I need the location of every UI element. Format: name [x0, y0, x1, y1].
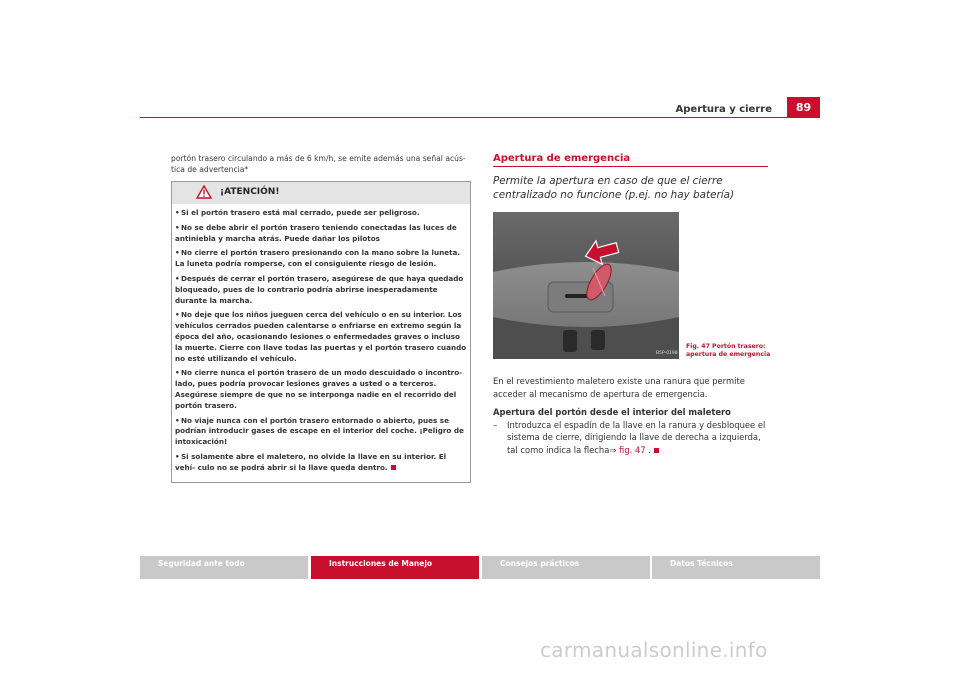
footer-tab-instrucciones[interactable]: Instrucciones de Manejo — [311, 556, 479, 579]
lead-paragraph: portón trasero circulando a más de 6 km/h, se emite además una señal acús- tica de advertencia* — [171, 154, 466, 174]
step-dash: – — [493, 419, 498, 430]
watermark: carmanualsonline.info — [540, 638, 768, 662]
warning-item: •No viaje nunca con el portón trasero entornado o abierto, pues se podrían introducir gases de escape en el interior del coche. ¡Peligro de intoxicación! — [175, 415, 464, 447]
footer-tab-datos[interactable]: Datos Técnicos — [652, 556, 820, 579]
procedure-heading: Apertura del portón desde el interior del maletero — [493, 407, 731, 417]
warning-header — [172, 182, 470, 204]
tailgate-illustration — [493, 212, 679, 359]
figure-code: B5P-0198 — [656, 351, 678, 356]
end-of-section-marker — [654, 448, 659, 453]
section-rule — [493, 166, 768, 167]
warning-item: •No se debe abrir el portón trasero teniendo conectadas las luces de antiniebla y marcha atrás. Puede dañar los pilotos — [175, 222, 457, 243]
page-number: 89 — [787, 97, 820, 118]
figure-caption: Fig. 47 Portón trasero: apertura de emergencia — [686, 343, 771, 358]
warning-item: •No cierre nunca el portón trasero de un modo descuidado o incontro- lado, pues podría provocar lesiones graves a usted o a terceros. Asegúrese siempre de que no se interponga nadie en el recorrido del portón trasero. — [175, 368, 463, 410]
left-column — [171, 153, 471, 483]
header-rule — [140, 117, 820, 118]
warning-item: •No cierre el portón trasero presionando con la mano sobre la luneta. La luneta podría romperse, con el consiguiente riesgo de lesión. — [175, 248, 461, 269]
warning-item: •Si solamente abre el maletero, no olvide la llave en su interior. El vehí- culo no se podrá abrir si la llave queda dentro. — [175, 451, 447, 472]
procedure-step — [493, 419, 773, 457]
end-of-section-marker — [391, 465, 396, 470]
intro-paragraph: En el revestimiento maletero existe una ranura que permite acceder al mecanismo de apertura de emergencia. — [493, 376, 745, 399]
section-title: Apertura de emergencia — [493, 153, 631, 164]
warning-item: •Si el portón trasero está mal cerrado, puede ser peligroso. — [175, 208, 420, 217]
warning-triangle-icon — [196, 185, 212, 199]
right-column-heading — [493, 153, 768, 202]
footer-tab-consejos[interactable]: Consejos prácticos — [482, 556, 650, 579]
warning-box — [171, 181, 471, 483]
section-subtitle: Permite la apertura en caso de que el cierre centralizado no funcione (p.ej. no hay batería) — [493, 175, 735, 201]
step-end: . — [645, 444, 651, 455]
right-body — [493, 375, 773, 456]
warning-item: •Después de cerrar el portón trasero, asegúrese de que haya quedado bloqueado, pues de lo contrario podría abrirse inesperadamente durante la marcha. — [175, 273, 464, 305]
page-header-title: Apertura y cierre — [675, 104, 772, 115]
warning-list — [172, 204, 470, 482]
warning-item: •No deje que los niños jueguen cerca del vehículo o en su interior. Los vehículos cerrados pueden calentarse o enfriarse en extremo según la época del año, ocasionando lesiones o enfermedades graves o incluso la muerte. Cierre con llave todas las puertas y el portón trasero cuando no esté utilizando el vehículo. — [175, 310, 467, 363]
step-text: Introduzca el espadín de la llave en la ranura y desbloquee el sistema de cierre, dirigiendo la llave de derecha a izquierda, tal como indica la flecha — [507, 419, 766, 455]
figure-reference-link[interactable]: ⇒ fig. 47 — [609, 444, 646, 455]
footer-tab-seguridad[interactable]: Seguridad ante todo — [140, 556, 308, 579]
figure-tailgate-emergency — [493, 212, 679, 359]
warning-title: ¡ATENCIÓN! — [220, 187, 280, 197]
